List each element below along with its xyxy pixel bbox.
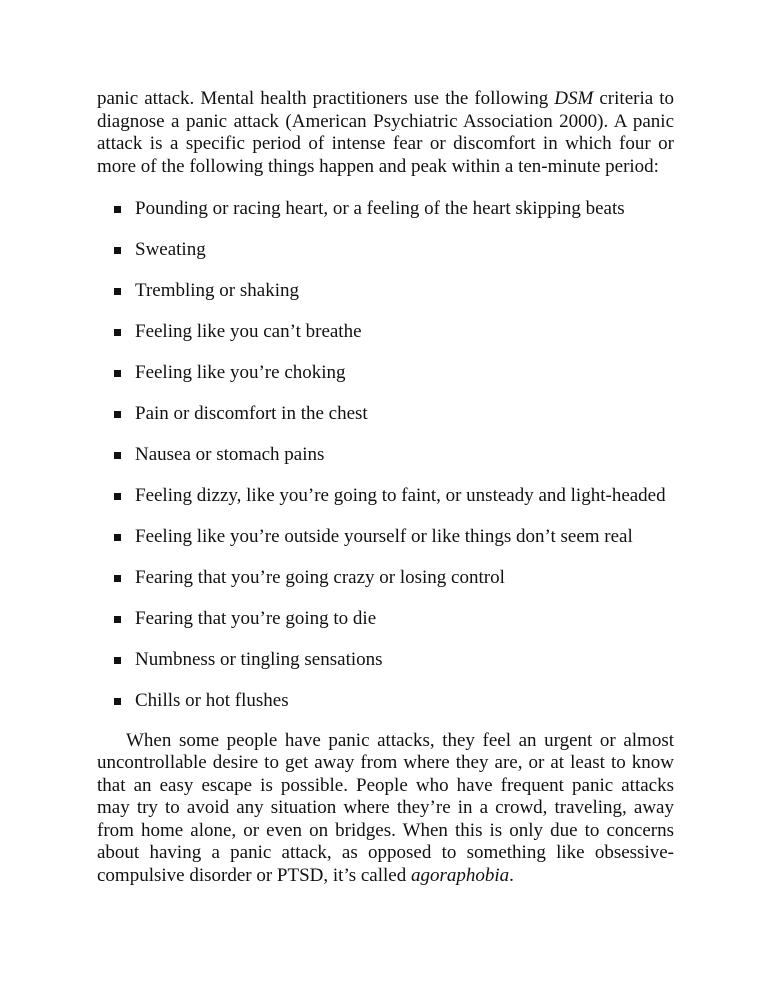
intro-text-before: panic attack. Mental health practitioners use the following [97, 88, 555, 109]
list-item-text: Feeling dizzy, like you’re going to faint, or unsteady and light-headed [135, 485, 666, 506]
bullet-square-icon [114, 206, 121, 213]
agoraphobia-term: agoraphobia [410, 864, 510, 886]
bullet-square-icon [114, 657, 121, 664]
list-item [97, 198, 674, 221]
list-item [97, 608, 674, 631]
closing-text-after: . [509, 864, 514, 886]
bullet-square-icon [114, 452, 121, 459]
list-item [97, 280, 674, 303]
list-item-text: Fearing that you’re going to die [135, 608, 377, 629]
bullet-square-icon [114, 288, 121, 295]
list-item [97, 321, 674, 344]
closing-text-before: When some people have panic attacks, they feel an urgent or almost uncontrollable desire to get away from where they are, or at least to know that an easy escape is possible. People who have frequent panic attacks may try to avoid any situation where they’re in a crowd, traveling, away from home alone, or even on bridges. When this is only due to concerns about having a panic attack, as opposed to something like obsessive-compulsive disorder or PTSD, it’s called [97, 729, 674, 886]
bullet-square-icon [114, 493, 121, 500]
list-item-text: Feeling like you’re outside yourself or like things don’t seem real [135, 526, 633, 547]
dsm-term: DSM [554, 88, 594, 109]
bullet-square-icon [114, 534, 121, 541]
list-item [97, 649, 674, 672]
list-item [97, 526, 674, 549]
bullet-square-icon [114, 411, 121, 418]
list-item-text: Feeling like you can’t breathe [135, 321, 362, 342]
list-item-text: Sweating [135, 239, 206, 260]
document-page [97, 88, 674, 887]
list-item [97, 444, 674, 467]
bullet-square-icon [114, 370, 121, 377]
list-item-text: Nausea or stomach pains [135, 444, 325, 465]
list-item [97, 485, 674, 508]
list-item [97, 239, 674, 262]
bullet-square-icon [114, 329, 121, 336]
list-item-text: Fearing that you’re going crazy or losing control [135, 567, 505, 588]
list-item-text: Feeling like you’re choking [135, 362, 346, 383]
bullet-square-icon [114, 698, 121, 705]
list-item [97, 567, 674, 590]
list-item-text: Chills or hot flushes [135, 690, 289, 711]
closing-paragraph [97, 730, 674, 888]
list-item-text: Trembling or shaking [135, 280, 299, 301]
list-item [97, 362, 674, 385]
list-item [97, 690, 674, 713]
bullet-square-icon [114, 247, 121, 254]
symptom-list [97, 198, 674, 713]
list-item-text: Numbness or tingling sensations [135, 649, 383, 670]
list-item [97, 403, 674, 426]
intro-paragraph [97, 88, 674, 178]
bullet-square-icon [114, 616, 121, 623]
bullet-square-icon [114, 575, 121, 582]
intro-text-after: criteria to diagnose a panic attack (American Psychiatric Association 2000). A panic attack is a specific period of intense fear or discomfort in which four or more of the following things happen and peak within a ten-minute period: [97, 88, 674, 177]
list-item-text: Pain or discomfort in the chest [135, 403, 368, 424]
list-item-text: Pounding or racing heart, or a feeling of the heart skipping beats [135, 198, 625, 219]
